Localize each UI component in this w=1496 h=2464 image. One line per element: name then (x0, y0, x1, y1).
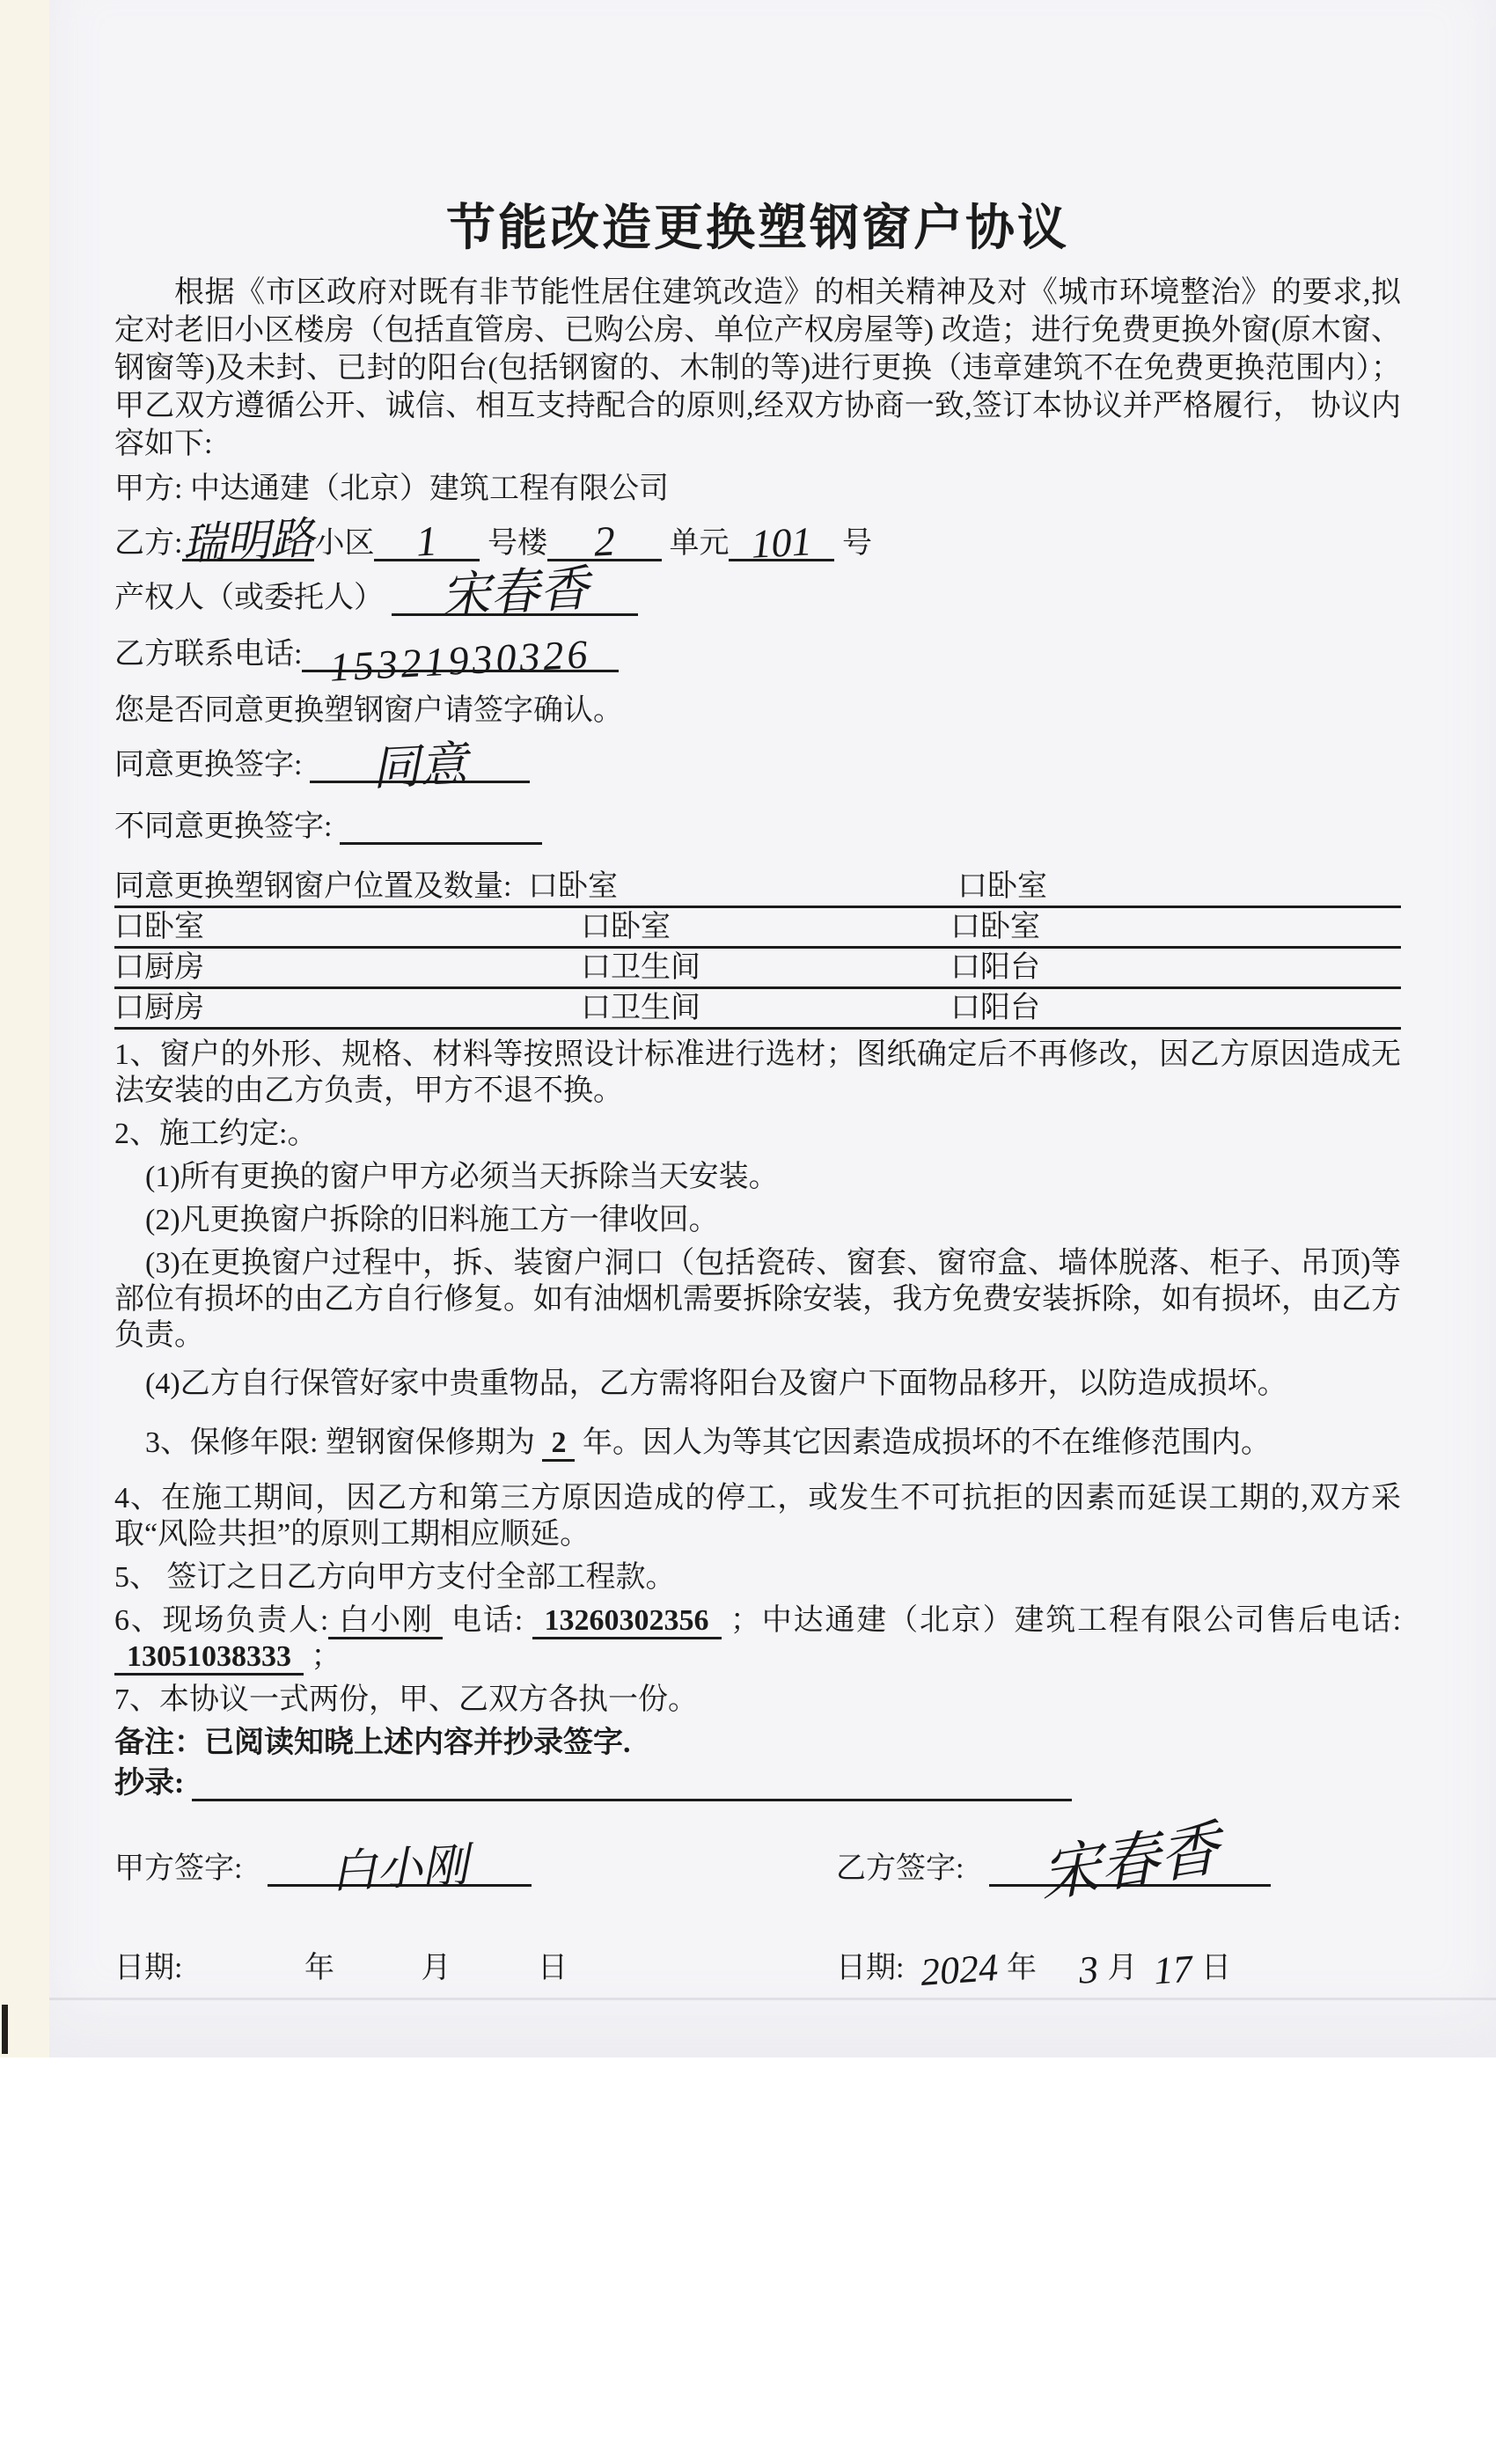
party-b-signature-handwriting: 宋春香 (1039, 1815, 1221, 1910)
document-title: 节能改造更换塑钢窗户协议 (446, 202, 1069, 256)
agree-line (114, 737, 1401, 796)
clause-3-post: 年。因人为等其它因素造成损坏的不在维修范围内。 (582, 1426, 1271, 1459)
party-b-date-group (836, 1943, 1231, 1995)
agree-label: 同意更换签字: (114, 749, 303, 781)
clause-3 (114, 1425, 1401, 1461)
clause-6-end: ； (311, 1640, 341, 1673)
copy-line (114, 1766, 1401, 1801)
confirm-question-text: 您是否同意更换塑钢窗户请签字确认。 (114, 694, 623, 727)
table-cell: 口阳台 (950, 951, 1040, 984)
community-handwriting: 瑞明路 (181, 512, 316, 569)
phone-blank (302, 631, 619, 691)
clause-1: 1、窗户的外形、规格、材料等按照设计标准进行选材；图纸确定后不再修改，因乙方原因造成无法安装的由乙方负责，甲方不退不换。 (114, 1038, 1401, 1107)
window-location-table (114, 864, 1401, 1030)
unit-suffix: 单元 (669, 527, 730, 560)
phone-handwriting: 15321930326 (328, 631, 593, 691)
b-month-suffix: 月 (1107, 1952, 1138, 1984)
copy-label: 抄录: (114, 1767, 185, 1800)
table-row (114, 864, 1401, 908)
signature-row (114, 1815, 1401, 1910)
clause-6-pre: 6、现场负责人: (114, 1604, 329, 1637)
b-year-suffix: 年 (1006, 1952, 1037, 1984)
clause-4: 4、在施工期间，因乙方和第三方原因造成的停工，或发生不可抗拒的因素而延误工期的,双方采取“风险共担”的原则工期相应顺延。 (114, 1482, 1401, 1551)
year-suffix: 年 (304, 1952, 334, 1984)
clause-6 (114, 1602, 1401, 1675)
party-b-label: 乙方: (114, 527, 183, 560)
day-suffix: 日 (537, 1952, 568, 1984)
table-cell: 口厨房 (114, 992, 204, 1024)
party-a-date-label: 日期: (114, 1952, 183, 1984)
owner-blank (392, 561, 638, 625)
table-row (114, 989, 1401, 1030)
owner-label: 产权人（或委托人） (114, 582, 384, 614)
disagree-line (114, 810, 1401, 845)
party-b-signature-group (836, 1815, 1271, 1910)
party-a-signature-label: 甲方签字: (114, 1852, 243, 1885)
party-b-date-label: 日期: (836, 1952, 905, 1984)
room-suffix: 号 (841, 527, 872, 560)
date-day-handwriting: 17 (1152, 1947, 1194, 1993)
clause-2-header: 2、施工约定:。 (114, 1118, 318, 1150)
owner-handwriting: 宋春香 (438, 561, 590, 625)
table-row (114, 908, 1401, 949)
table-row (114, 949, 1401, 989)
disagree-label: 不同意更换签字: (114, 810, 333, 843)
agree-blank (310, 737, 530, 796)
unit-blank (547, 517, 662, 566)
party-a-text: 甲方: 中达通建（北京）建筑工程有限公司 (114, 473, 669, 505)
community-suffix: 小区 (314, 527, 375, 560)
owner-line (114, 561, 1401, 625)
room-blank (729, 518, 834, 568)
copy-blank (192, 1769, 1072, 1801)
agreement-body (114, 0, 1402, 1995)
building-blank (374, 517, 480, 566)
clause-2-item-1: (1)所有更换的窗户甲方必须当天拆除当天安装。 (145, 1161, 779, 1193)
clause-2-item-2: (2)凡更换窗户拆除的旧料施工方一律收回。 (145, 1204, 719, 1236)
party-b-line (114, 512, 1401, 569)
table-cell: 口卫生间 (581, 992, 700, 1024)
table-cell: 口卫生间 (581, 951, 700, 984)
intro-paragraph: 根据《市区政府对既有非节能性居住建筑改造》的相关精神及对《城市环境整治》的要求,拟定对老旧小区楼房（包括直管房、已购公房、单位产权房屋等) 改造；进行免费更换外窗(原木窗、钢窗等)及未封、已封的阳台(包括钢窗的、木制的等)进行更换（违章建筑不在免费更换范围内）；甲乙双方遵循公开、诚信、相互支持配合的原则,经双方协商一致,签订本协议并严格履行， 协议内容如下: (114, 276, 1401, 460)
table-row-prefix: 同意更换塑钢窗户位置及数量: (114, 870, 512, 903)
note-line: 备注：已阅读知晓上述内容并抄录签字. (114, 1727, 631, 1759)
party-b-signature-blank (989, 1815, 1271, 1910)
clause-6-mid: ；中达通建（北京）建筑工程有限公司售后电话: (730, 1604, 1402, 1637)
community-blank (181, 512, 316, 569)
date-row (114, 1943, 1401, 1995)
disagree-blank (340, 812, 542, 845)
date-month-handwriting: 3 (1077, 1947, 1101, 1992)
month-suffix: 月 (421, 1952, 451, 1984)
clause-2-item-4: (4)乙方自行保管好家中贵重物品，乙方需将阳台及窗户下面物品移开，以防造成损坏。 (145, 1368, 1287, 1400)
phone-label: 乙方联系电话: (114, 638, 303, 671)
clause-3-pre: 3、保修年限: 塑钢窗保修期为 (145, 1426, 535, 1459)
room-handwriting: 101 (750, 518, 814, 568)
paper-edge-strip (0, 0, 49, 2057)
table-cell: 口卧室 (581, 911, 671, 943)
clause-2-item-3: (3)在更换窗户过程中，拆、装窗户洞口（包括瓷砖、窗套、窗帘盒、墙体脱落、柜子、吊顶)等部位有损坏的由乙方自行修复。如有油烟机需要拆除安装，我方免费安装拆除，如有损坏，由乙方负责。 (114, 1247, 1401, 1352)
agree-handwriting: 同意 (370, 737, 469, 796)
date-year-handwriting: 2024 (919, 1945, 1000, 1995)
table-cell: 口厨房 (114, 951, 204, 984)
b-day-suffix: 日 (1200, 1952, 1231, 1984)
clause-6-tel-label: 电话: (451, 1604, 524, 1637)
table-cell: 口卧室 (957, 870, 1047, 903)
table-cell: 口卧室 (528, 870, 618, 903)
party-a-signature-handwriting: 白小刚 (329, 1840, 470, 1898)
paper-fold-line (49, 1998, 1496, 2000)
party-a-signature-blank (268, 1840, 532, 1898)
scan-edge-mark (2, 2005, 8, 2054)
confirm-question-line (114, 693, 1401, 729)
clause-7: 7、本协议一式两份，甲、乙双方各执一份。 (114, 1683, 698, 1716)
warranty-years-value: 2 (542, 1426, 575, 1462)
site-manager-name: 白小刚 (328, 1604, 442, 1639)
building-handwriting: 1 (415, 517, 439, 566)
party-a-line (114, 472, 1401, 507)
party-a-signature-group (114, 1840, 836, 1898)
aftersales-phone: 13051038333 (114, 1640, 304, 1676)
table-cell: 口阳台 (950, 992, 1040, 1024)
party-a-date-group (114, 1943, 836, 1992)
unit-handwriting: 2 (592, 517, 617, 566)
site-manager-phone: 13260302356 (532, 1604, 722, 1639)
table-cell: 口卧室 (950, 911, 1040, 943)
phone-line (114, 631, 1401, 691)
party-b-signature-label: 乙方签字: (836, 1852, 964, 1885)
clause-5: 5、 签订之日乙方向甲方支付全部工程款。 (114, 1561, 676, 1594)
table-cell: 口卧室 (114, 911, 204, 943)
building-suffix: 号楼 (487, 527, 547, 560)
